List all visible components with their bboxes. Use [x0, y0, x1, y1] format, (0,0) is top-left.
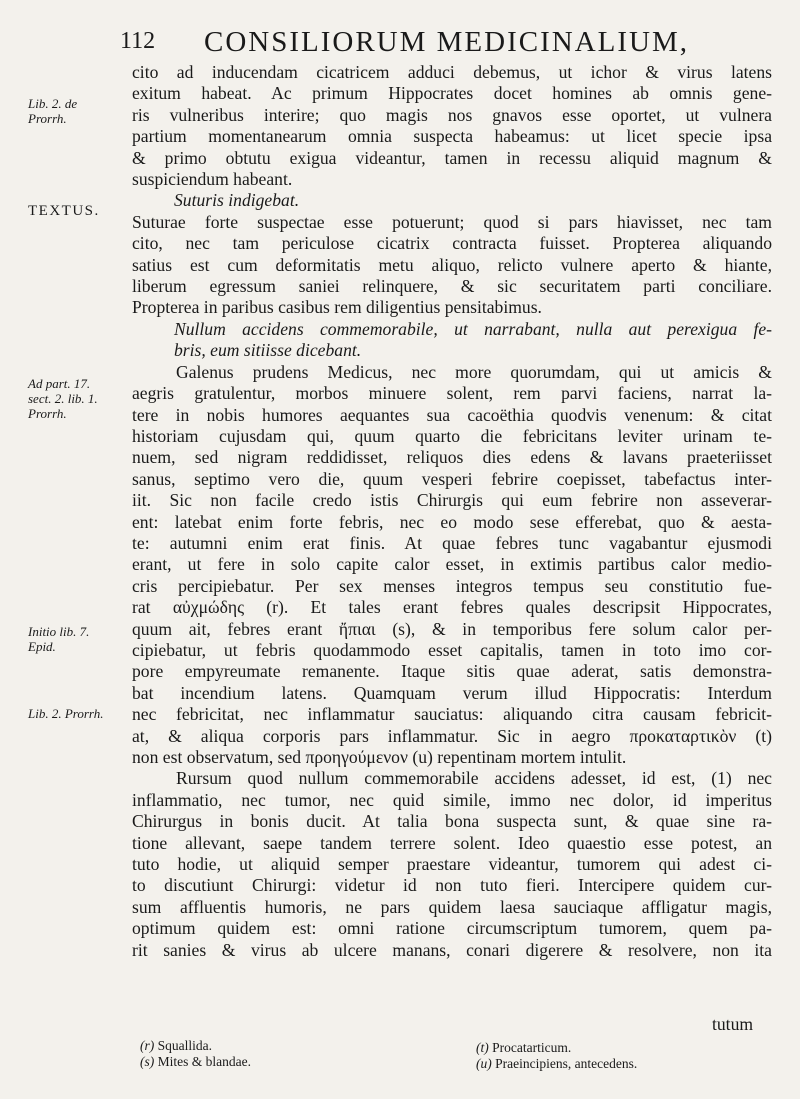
text-line: Rursum quod nullum commemorabile accidens adesset, id est, (1) nec: [176, 768, 772, 789]
text-line: at, & aliqua corporis pars inflammatur. Sic in aegro προκαταρτικὸν (t): [132, 725, 772, 746]
text-line: cito, nec tam periculose cicatrix contracta fuisset. Propterea aliquando: [132, 233, 772, 254]
text-line: optimum quidem est: omni ratione circumscriptum tumorem, quem pa-: [132, 918, 772, 939]
text-line: non est observatum, sed προηγούμενον (u) repentinam mortem intulit.: [132, 747, 627, 767]
text-line: historiam cujusdam qui, quum quarto die febricitans leviter urinam te-: [132, 425, 772, 446]
footnote-text: Procatarticum.: [492, 1040, 572, 1055]
text-line: Galenus prudens Medicus, nec more quorumdam, qui ut amicis &: [176, 361, 772, 382]
text-line: bris, eum sitiisse dicebant.: [174, 340, 362, 361]
margin-note-textus: TEXTUS.: [28, 203, 100, 219]
quoted-text: [132, 190, 772, 211]
text-line: rat αὐχμώδης (r). Et tales erant febres quales descripsit Hippocrates,: [132, 597, 772, 618]
footnote-text: Squallida.: [157, 1038, 212, 1053]
footnote: [476, 1056, 637, 1072]
footnote-key: (r): [140, 1038, 155, 1053]
text-line: & primo obtutu exigua videantur, tamen in recessu aliquid magnum &: [132, 147, 772, 168]
margin-note-epid: Initio lib. 7. Epid.: [28, 624, 90, 654]
paragraph: [132, 212, 772, 319]
text-line: tione allevant, saepe tandem terrere solent. Ideo quaestio esse potest, an: [132, 832, 772, 853]
text-line: tere in nobis humores aequantes sua cacoëthia quodvis venenum: & citat: [132, 404, 772, 425]
text-line: nuem, sed nigram reddidisset, reliquos dies edens & lavans praeteriisset: [132, 447, 772, 468]
text-line: Nullum accidens commemorabile, ut narrabant, nulla aut perexigua fe-: [174, 318, 772, 339]
running-header: [120, 22, 700, 62]
text-line: quum ait, febres erant ἤπιαι (s), & in temporibus fere solum calor per-: [132, 618, 772, 639]
footnote-key: (t): [476, 1040, 489, 1055]
text-line: rit sanies & virus ab ulcere manans, conari digerere & resolvere, non ita: [132, 939, 772, 960]
text-line: iit. Sic non facile credo istis Chirurgis qui eum febrire non asseverar-: [132, 490, 772, 511]
footnote-text: Mites & blandae.: [157, 1054, 251, 1069]
text-line: ris vulneribus interire; quo magis nos gnavos esse oportet, ut vulnera: [132, 104, 772, 125]
margin-note-prorrh: Lib. 2. de Prorrh.: [28, 96, 78, 126]
text-line: liberum egressum saniei relinquere, & sic securitatem parti conciliare.: [132, 276, 772, 297]
text-line: aegris gratulentur, morbos minuere solent, rem parvi faciens, narrat la-: [132, 383, 772, 404]
text-line: sanus, septimo vero die, quum vesperi febrire coepisset, tabefactus inter-: [132, 468, 772, 489]
text-line: cipiebatur, ut febris quodammodo esset capitalis, tamen in toto imo cor-: [132, 639, 772, 660]
catchword: tutum: [712, 1014, 754, 1034]
paragraph: [132, 768, 772, 961]
text-line: te: autumni enim erat finis. At quae febres tunc vagabantur ejusmodi: [132, 532, 772, 553]
running-title: CONSILIORUM MEDICINALIUM,: [204, 26, 689, 58]
text-line: ent: latebat enim forte febris, nec eo modo sese efferebat, quo & aesta-: [132, 511, 772, 532]
footnote-key: (s): [140, 1054, 155, 1069]
footnote-key: (u): [476, 1056, 492, 1071]
text-line: partium momentanearum omnia suspecta habeamus: ut licet specie ipsa: [132, 126, 772, 147]
quoted-text: [132, 319, 772, 362]
margin-note-ad-part: Ad part. 17. sect. 2. lib. 1. Prorrh.: [28, 376, 98, 421]
footnote: [140, 1038, 212, 1054]
text-line: exitum habeat. Ac primum Hippocrates docet homines ab omnis gene-: [132, 83, 772, 104]
page-number: 112: [120, 28, 156, 54]
text-line: inflammatio, nec tumor, nec quid simile, immo nec dolor, id imperitus: [132, 789, 772, 810]
text-line: tuto hodie, ut aliquid semper praestare videantur, tumorem qui adest ci-: [132, 854, 772, 875]
footnote-text: Praeincipiens, antecedens.: [495, 1056, 638, 1071]
text-line: sum affluentis humoris, ne pars quidem laesa sauciaque affligatur magis,: [132, 896, 772, 917]
text-line: erant, ut fere in solo capite calor esset, in extimis partibus calor medio-: [132, 554, 772, 575]
margin-note-lib2: Lib. 2. Prorrh.: [28, 706, 104, 721]
main-text: [132, 62, 772, 961]
text-line: to discutiunt Chirurgi: videtur id non tuto fieri. Intercipere quidem cur-: [132, 875, 772, 896]
text-line: nec febricitat, nec inflammatur sauciatus: aliquando citra causam febricit-: [132, 704, 772, 725]
footnote: [476, 1040, 571, 1056]
footnote: [140, 1054, 251, 1070]
text-line: pore empyreumate remanente. Itaque sitis quae aderat, satis demonstra-: [132, 661, 772, 682]
text-line: cito ad inducendam cicatricem adduci debemus, ut ichor & virus latens: [132, 62, 772, 82]
paragraph: [132, 362, 772, 769]
text-line: satius est cum deformitatis metu aliquo, relicto vulnere aperto & hiante,: [132, 254, 772, 275]
text-line: Suturae forte suspectae esse potuerunt; quod si pars hiavisset, nec tam: [132, 211, 772, 232]
text-line: Chirurgus in bonis ducit. At talia bona suspecta sunt, & quae sine ra-: [132, 811, 772, 832]
text-line: Propterea in paribus casibus rem diligentius pensitabimus.: [132, 297, 542, 318]
text-line: cris percipiebatur. Per sex menses integros tempus seu constitutio fue-: [132, 575, 772, 596]
text-line: bat incendium latens. Quamquam verum illud Hippocratis: Interdum: [132, 682, 772, 703]
text-line: suspiciendum habeant.: [132, 169, 293, 190]
text-line: Suturis indigebat.: [174, 190, 300, 211]
paragraph: [132, 62, 772, 190]
